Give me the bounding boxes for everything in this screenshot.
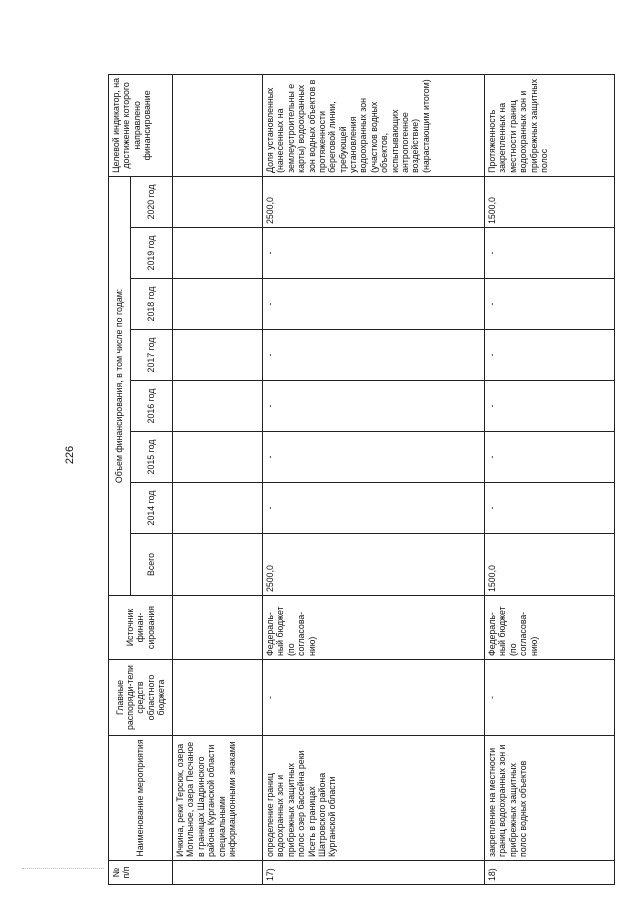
header-source: Источник финан-сирования [109,596,173,660]
page-number: 226 [64,445,76,465]
cell-year: - [263,381,485,432]
cell-indicator: Доля установленных (нанесенных на землеустроительны е карты) водоохранных зон водных объектов в протяженности береговой линии, требующей установления водоохранных зон (участков водных объектов, испытывающих антропогенное воздействие) (нарастающим итогом) [263,74,485,176]
cell-no: 18) [485,861,615,885]
header-year: 2020 год [131,176,173,227]
scan-artifact [22,868,104,873]
cell-year [173,228,263,279]
header-no: № п/п [109,861,173,885]
cell-no: 17) [263,861,485,885]
cell-total: 1500,0 [485,534,615,596]
cell-indicator [173,74,263,176]
header-name: Наименование мероприятия [109,736,173,861]
cell-manager [173,660,263,736]
cell-year: - [263,330,485,381]
cell-name: закрепление на местности границ водоохранных зон и прибрежных защитных полос водных объектов [485,736,615,861]
cell-indicator: Протяженность закрепленных на местности границ водоохранных зон и прибрежных защитных полос [485,74,615,176]
cell-source: Федераль-ный бюджет (по согласова-нию) [485,596,615,660]
header-indicator: Целевой индикатор, на достижение которого направлено финансирование [109,74,173,176]
header-year: 2017 год [131,330,173,381]
header-total: Всего [131,534,173,596]
cell-year: - [485,279,615,330]
cell-year [173,381,263,432]
cell-source [173,596,263,660]
table-row [263,74,485,884]
cell-year: - [263,483,485,534]
cell-year [173,330,263,381]
cell-year: - [263,432,485,483]
cell-year: - [263,279,485,330]
header-year: 2016 год [131,381,173,432]
table-row [173,74,263,884]
cell-manager: - [485,660,615,736]
header-manager: Главные распоряди-тели средств областного бюджета [109,660,173,736]
cell-year [173,432,263,483]
cell-year: 2500,0 [263,176,485,227]
cell-year [173,279,263,330]
rotated-table-container [108,75,628,885]
cell-year: - [263,228,485,279]
header-year: 2019 год [131,228,173,279]
cell-total: 2500,0 [263,534,485,596]
cell-year: - [485,228,615,279]
cell-year [173,176,263,227]
table-row [485,74,615,884]
cell-total [173,534,263,596]
cell-year: - [485,483,615,534]
cell-name: Ичкина, реки Терсюк, озера Могильное, озера Песчаное в границах Шадринского района Курганской области специальными информационными знаками [173,736,263,861]
header-year: 2018 год [131,279,173,330]
cell-manager: - [263,660,485,736]
header-funding-group: Объем финансирования, в том числе по годам: [109,176,131,595]
cell-name: определение границ водоохранных зон и прибрежных защитных полос озер бассейна реки Исеть в границах Шатровского района Курганской области [263,736,485,861]
funding-table [108,74,615,885]
cell-no [173,861,263,885]
cell-year: - [485,381,615,432]
header-year: 2014 год [131,483,173,534]
header-year: 2015 год [131,432,173,483]
cell-year [173,483,263,534]
cell-year: - [485,330,615,381]
cell-year: 1500,0 [485,176,615,227]
cell-source: Федераль-ный бюджет (по согласова-нию) [263,596,485,660]
cell-year: - [485,432,615,483]
